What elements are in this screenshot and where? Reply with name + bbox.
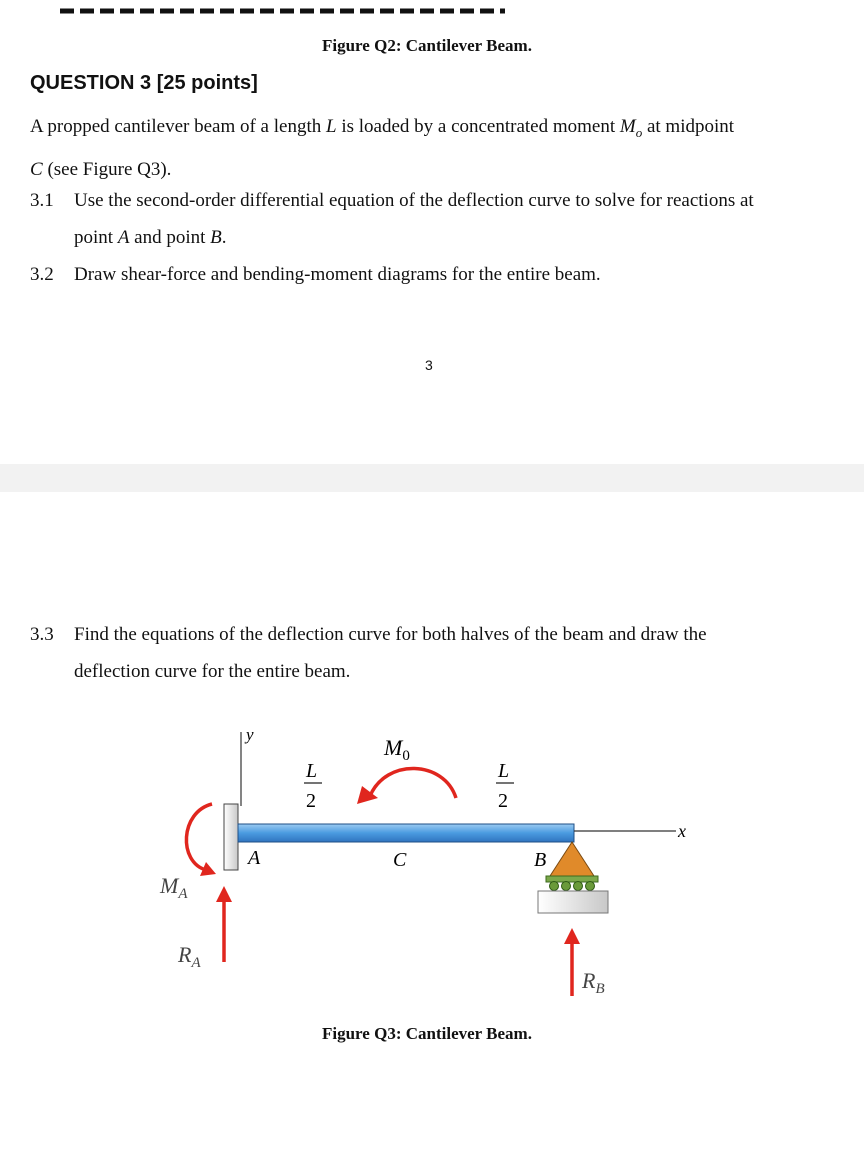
roller-4 xyxy=(586,882,595,891)
dashed-border xyxy=(60,6,505,16)
x-axis-label: x xyxy=(678,821,686,841)
page-break xyxy=(0,464,864,492)
support-triangle xyxy=(550,842,594,876)
half-length-right-num: L xyxy=(498,760,510,782)
point-a-label: A xyxy=(248,847,261,869)
y-axis-label: y xyxy=(246,725,254,744)
beam xyxy=(238,824,574,842)
figure-q3-caption: Figure Q3: Cantilever Beam. xyxy=(322,1024,532,1043)
reaction-a-arrow-head xyxy=(216,886,232,902)
point-c-label: C xyxy=(393,849,407,871)
moment-label: $M_0$ xyxy=(384,735,410,764)
roller-2 xyxy=(562,882,571,891)
half-length-right-den: 2 xyxy=(498,790,508,812)
moment-arrow xyxy=(370,768,456,798)
figure-q3-diagram xyxy=(0,700,864,1020)
question-item-3-3: 3.3 Find the equations of the deflection curve for both halves of the beam and draw the deflection curve for the entire beam. xyxy=(30,624,707,682)
reaction-moment-label: $M_A$ xyxy=(160,873,188,902)
point-b-label: B xyxy=(534,849,547,871)
ground xyxy=(538,891,608,913)
fixed-wall xyxy=(224,804,238,870)
reaction-b-arrow-head xyxy=(564,928,580,944)
question-item-3-1: 3.1 Use the second-order differential equation of the deflection curve to solve for reactions at point A and point B. xyxy=(30,190,754,248)
question-intro: A propped cantilever beam of a length L is loaded by a concentrated moment $M_o$ at midpoint C (see Figure Q3). xyxy=(30,116,735,180)
roller-1 xyxy=(550,882,559,891)
question-item-3-2: 3.2 Draw shear-force and bending-moment diagrams for the entire beam. xyxy=(30,264,601,285)
reaction-moment-arrow xyxy=(186,804,212,870)
reaction-a-label: $R_A$ xyxy=(178,942,201,971)
roller-3 xyxy=(574,882,583,891)
question-title: QUESTION 3 [25 points] xyxy=(30,72,258,94)
figure-q2-caption: Figure Q2: Cantilever Beam. xyxy=(322,36,532,55)
page-number: 3 xyxy=(425,357,433,373)
half-length-left-num: L xyxy=(306,760,318,782)
reaction-b-label: $R_B$ xyxy=(582,968,605,997)
half-length-left-den: 2 xyxy=(306,790,316,812)
